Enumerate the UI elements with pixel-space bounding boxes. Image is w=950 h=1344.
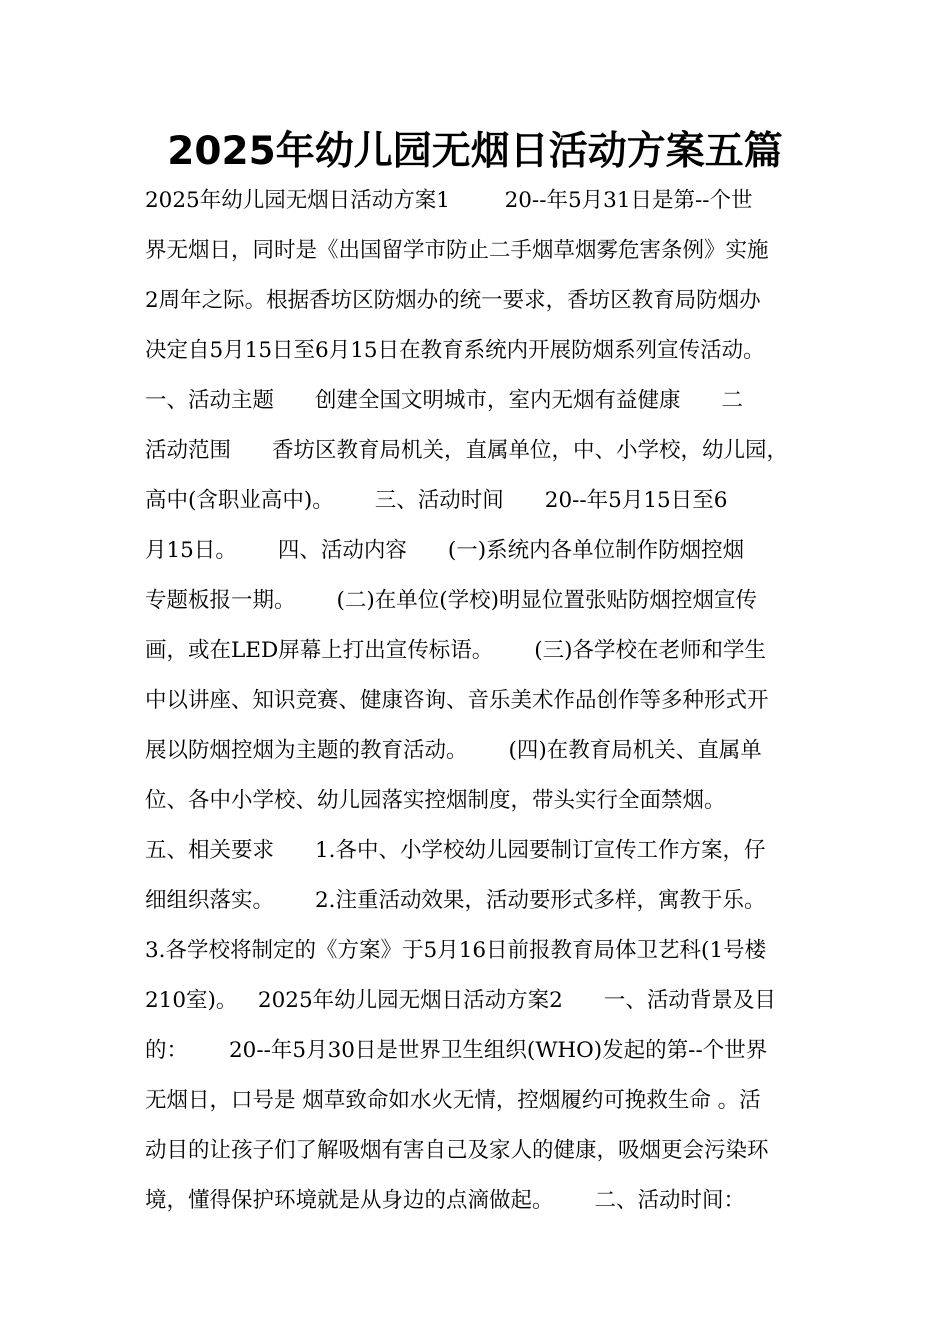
document-title: 2025年幼儿园无烟日活动方案五篇	[167, 129, 783, 174]
body-line: 五、相关要求 1.各中、小学校幼儿园要制订宣传工作方案，仔	[145, 838, 766, 863]
body-line: 活动范围 香坊区教育局机关，直属单位，中、小学校，幼儿园，	[145, 438, 789, 463]
body-line: 画，或在LED屏幕上打出宣传标语。 (三)各学校在老师和学生	[145, 638, 766, 663]
body-line: 无烟日，口号是 烟草致命如水火无情，控烟履约可挽救生命 。活	[145, 1088, 761, 1113]
body-line: 3.各学校将制定的《方案》于5月16日前报教育局体卫艺科(1号楼	[145, 938, 767, 963]
body-line: 一、活动主题 创建全国文明城市，室内无烟有益健康 二	[145, 388, 744, 413]
body-line: 月15日。 四、活动内容 (一)系统内各单位制作防烟控烟	[145, 538, 745, 563]
body-line: 中以讲座、知识竞赛、健康咨询、音乐美术作品创作等多种形式开	[145, 688, 769, 713]
body-line: 专题板报一期。 (二)在单位(学校)明显位置张贴防烟控烟宣传	[145, 588, 758, 613]
body-line: 决定自5月15日至6月15日在教育系统内开展防烟系列宣传活动。	[145, 338, 765, 363]
document-body	[145, 176, 815, 1226]
body-line: 界无烟日，同时是《出国留学市防止二手烟草烟雾危害条例》实施	[145, 238, 769, 263]
body-line: 210室)。 2025年幼儿园无烟日活动方案2 一、活动背景及目	[145, 988, 776, 1013]
body-line: 位、各中小学校、幼儿园落实控烟制度，带头实行全面禁烟。	[145, 788, 726, 813]
body-line: 的： 20--年5月30日是世界卫生组织(WHO)发起的第--个世界	[145, 1038, 768, 1063]
body-line: 2周年之际。根据香坊区防烟办的统一要求，香坊区教育局防烟办	[145, 288, 761, 313]
body-line: 展以防烟控烟为主题的教育活动。 (四)在教育局机关、直属单	[145, 738, 762, 763]
body-line: 境，懂得保护环境就是从身边的点滴做起。 二、活动时间：	[145, 1188, 746, 1213]
body-line: 高中(含职业高中)。 三、活动时间 20--年5月15日至6	[145, 488, 728, 513]
body-line: 2025年幼儿园无烟日活动方案1 20--年5月31日是第--个世	[145, 188, 753, 213]
body-line: 细组织落实。 2.注重活动效果，活动要形式多样，寓教于乐。	[145, 888, 766, 913]
body-line: 动目的让孩子们了解吸烟有害自己及家人的健康，吸烟更会污染环	[145, 1138, 769, 1163]
